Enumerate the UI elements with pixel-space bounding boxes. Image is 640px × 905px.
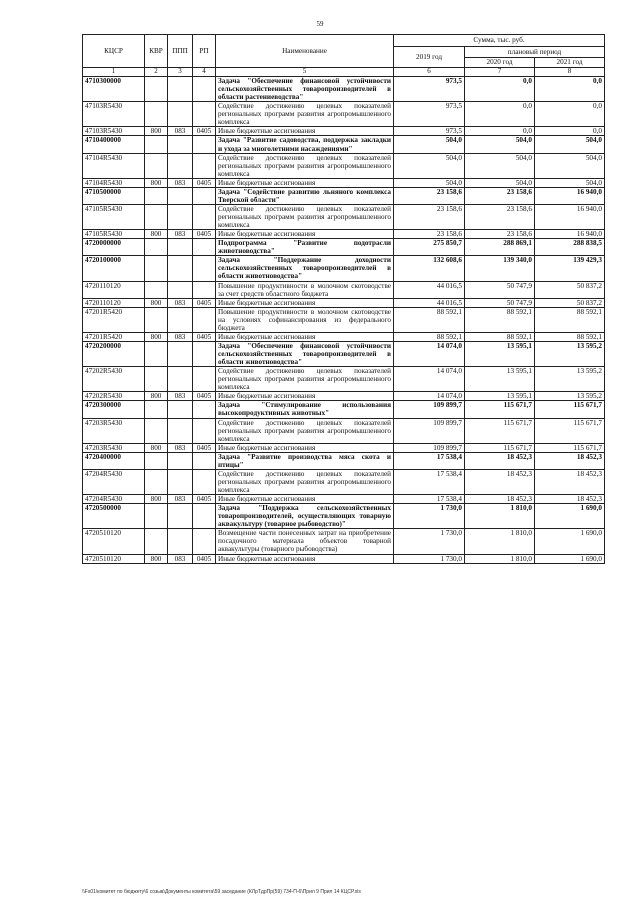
cell-value-2020: 1 810,0 — [465, 529, 535, 554]
cell-rp: 0405 — [193, 443, 216, 452]
cell-value-2021: 88 592,1 — [535, 332, 605, 341]
cell-value-2020: 18 452,3 — [465, 495, 535, 504]
cell-value-2020: 50 747,9 — [465, 281, 535, 298]
column-number: 4 — [193, 68, 216, 77]
cell-value-2020: 13 595,1 — [465, 341, 535, 366]
cell-rp — [193, 529, 216, 554]
cell-rp — [193, 136, 216, 153]
cell-name: Задача "Обеспечение финансовой устойчивости сельскохозяйственных товаропроизводителей в области животноводства" — [216, 341, 394, 366]
cell-rp — [193, 452, 216, 469]
cell-ppp: 083 — [168, 298, 193, 307]
cell-value-2019: 14 074,0 — [394, 367, 465, 392]
table-row — [83, 452, 605, 469]
cell-name: Иные бюджетные ассигнования — [216, 127, 394, 136]
header-name: Наименование — [216, 35, 394, 68]
cell-ppp — [168, 77, 193, 102]
cell-ppp — [168, 307, 193, 332]
cell-kcsr: 47202R5430 — [83, 392, 145, 401]
cell-rp — [193, 281, 216, 298]
table-row — [83, 392, 605, 401]
cell-ppp — [168, 102, 193, 127]
table-row — [83, 504, 605, 529]
cell-kcsr: 4710500000 — [83, 187, 145, 204]
cell-value-2021: 1 690,0 — [535, 554, 605, 563]
cell-value-2019: 1 730,0 — [394, 554, 465, 563]
table-row — [83, 77, 605, 102]
cell-ppp — [168, 341, 193, 366]
cell-ppp: 083 — [168, 230, 193, 239]
cell-kcsr: 4720510120 — [83, 554, 145, 563]
cell-kvr — [145, 469, 168, 494]
table-row — [83, 529, 605, 554]
column-number: 5 — [216, 68, 394, 77]
table-row — [83, 102, 605, 127]
cell-value-2019: 23 158,6 — [394, 204, 465, 229]
cell-kcsr: 47103R5430 — [83, 102, 145, 127]
cell-rp — [193, 307, 216, 332]
cell-kvr — [145, 504, 168, 529]
table-row — [83, 341, 605, 366]
cell-kvr — [145, 153, 168, 178]
table-row — [83, 178, 605, 187]
cell-kcsr: 47203R5430 — [83, 418, 145, 443]
cell-value-2020: 1 810,0 — [465, 554, 535, 563]
cell-value-2020: 0,0 — [465, 102, 535, 127]
cell-kcsr: 47105R5430 — [83, 230, 145, 239]
cell-kvr — [145, 401, 168, 418]
cell-value-2019: 17 538,4 — [394, 452, 465, 469]
cell-value-2021: 504,0 — [535, 153, 605, 178]
cell-kcsr: 4710300000 — [83, 77, 145, 102]
cell-value-2021: 50 837,2 — [535, 298, 605, 307]
table-row — [83, 554, 605, 563]
cell-value-2021: 504,0 — [535, 178, 605, 187]
cell-name: Задача "Поддержка сельскохозяйственных товаропроизводителей, осуществляющих товарную аквакультуру (товарное рыбоводство)" — [216, 504, 394, 529]
cell-rp — [193, 77, 216, 102]
cell-name: Иные бюджетные ассигнования — [216, 332, 394, 341]
cell-rp — [193, 256, 216, 281]
cell-value-2019: 88 592,1 — [394, 332, 465, 341]
cell-value-2021: 139 429,3 — [535, 256, 605, 281]
cell-value-2020: 1 810,0 — [465, 504, 535, 529]
cell-kcsr: 4720300000 — [83, 401, 145, 418]
cell-kcsr: 4720110120 — [83, 281, 145, 298]
table-row — [83, 187, 605, 204]
table-row — [83, 367, 605, 392]
cell-rp: 0405 — [193, 178, 216, 187]
cell-value-2021: 115 671,7 — [535, 418, 605, 443]
cell-value-2020: 139 340,0 — [465, 256, 535, 281]
cell-ppp: 083 — [168, 554, 193, 563]
cell-kvr — [145, 529, 168, 554]
cell-rp: 0405 — [193, 298, 216, 307]
cell-value-2020: 115 671,7 — [465, 401, 535, 418]
cell-value-2019: 14 074,0 — [394, 341, 465, 366]
header-ppp: ППП — [168, 35, 193, 68]
cell-name: Возмещение части понесенных затрат на приобретение посадочного материала объектов товарной аквакультуры (товарного рыбоводства) — [216, 529, 394, 554]
page-number: 59 — [316, 20, 324, 28]
cell-value-2020: 0,0 — [465, 77, 535, 102]
cell-kvr — [145, 136, 168, 153]
header-sum: Сумма, тыс. руб. — [394, 35, 605, 47]
cell-value-2020: 504,0 — [465, 178, 535, 187]
cell-ppp — [168, 529, 193, 554]
cell-kvr: 800 — [145, 392, 168, 401]
cell-kcsr: 47105R5430 — [83, 204, 145, 229]
cell-kcsr: 4720200000 — [83, 341, 145, 366]
cell-ppp: 083 — [168, 495, 193, 504]
cell-kvr — [145, 187, 168, 204]
cell-rp: 0405 — [193, 495, 216, 504]
cell-value-2020: 504,0 — [465, 153, 535, 178]
cell-value-2019: 1 730,0 — [394, 504, 465, 529]
cell-kcsr: 47104R5430 — [83, 178, 145, 187]
table-row — [83, 281, 605, 298]
cell-rp — [193, 418, 216, 443]
cell-value-2021: 0,0 — [535, 127, 605, 136]
cell-kvr — [145, 418, 168, 443]
cell-kvr: 800 — [145, 495, 168, 504]
cell-kcsr: 4720510120 — [83, 529, 145, 554]
cell-ppp — [168, 153, 193, 178]
table-row — [83, 418, 605, 443]
file-path-footer: \\Fs01\комитет по бюджету\6 созыв\Документы комитета\59 заседание (КЛрТдрПр(59) 734-П-6\Прил 9 Прил 14 КЦСР.xls — [82, 889, 361, 895]
table-row — [83, 153, 605, 178]
table-row — [83, 256, 605, 281]
cell-value-2021: 0,0 — [535, 102, 605, 127]
cell-name: Задача "Развитие садоводства, поддержка закладки и ухода за многолетними насаждениями" — [216, 136, 394, 153]
cell-kvr — [145, 204, 168, 229]
cell-kcsr: 4720000000 — [83, 239, 145, 256]
cell-value-2020: 88 592,1 — [465, 332, 535, 341]
cell-kvr — [145, 77, 168, 102]
cell-value-2020: 115 671,7 — [465, 418, 535, 443]
header-2021: 2021 год — [535, 58, 605, 68]
cell-rp — [193, 504, 216, 529]
cell-rp: 0405 — [193, 230, 216, 239]
cell-value-2021: 18 452,3 — [535, 469, 605, 494]
cell-ppp — [168, 204, 193, 229]
cell-kcsr: 4720400000 — [83, 452, 145, 469]
cell-value-2021: 16 940,0 — [535, 204, 605, 229]
column-number: 2 — [145, 68, 168, 77]
cell-ppp: 083 — [168, 443, 193, 452]
cell-name: Задача "Обеспечение финансовой устойчивости сельскохозяйственных товаропроизводителей в области растениеводства" — [216, 77, 394, 102]
cell-ppp — [168, 469, 193, 494]
cell-name: Иные бюджетные ассигнования — [216, 554, 394, 563]
cell-value-2021: 18 452,3 — [535, 495, 605, 504]
cell-rp — [193, 469, 216, 494]
cell-name: Иные бюджетные ассигнования — [216, 298, 394, 307]
cell-rp: 0405 — [193, 554, 216, 563]
cell-value-2021: 13 595,2 — [535, 367, 605, 392]
cell-kvr — [145, 452, 168, 469]
cell-kvr: 800 — [145, 127, 168, 136]
cell-ppp — [168, 239, 193, 256]
cell-value-2019: 504,0 — [394, 136, 465, 153]
budget-table — [82, 34, 605, 564]
cell-rp — [193, 187, 216, 204]
cell-name: Повышение продуктивности в молочном скотоводстве за счет средств областного бюджета — [216, 281, 394, 298]
column-number-row — [83, 68, 605, 77]
cell-ppp — [168, 281, 193, 298]
cell-kvr — [145, 341, 168, 366]
cell-value-2021: 18 452,3 — [535, 452, 605, 469]
cell-kvr: 800 — [145, 230, 168, 239]
cell-value-2020: 13 595,1 — [465, 367, 535, 392]
budget-table-body — [83, 77, 605, 564]
cell-name: Задача "Поддержание доходности сельскохозяйственных товаропроизводителей в области животноводства" — [216, 256, 394, 281]
cell-kvr: 800 — [145, 443, 168, 452]
cell-value-2019: 17 538,4 — [394, 469, 465, 494]
table-row — [83, 332, 605, 341]
header-rp: РП — [193, 35, 216, 68]
cell-name: Задача "Стимулирование использования высокопродуктивных животных" — [216, 401, 394, 418]
cell-rp — [193, 239, 216, 256]
cell-value-2020: 18 452,3 — [465, 469, 535, 494]
column-number: 8 — [535, 68, 605, 77]
cell-name: Содействие достижению целевых показателей региональных программ развития агропромышленного комплекса — [216, 469, 394, 494]
cell-ppp — [168, 504, 193, 529]
cell-value-2019: 109 899,7 — [394, 418, 465, 443]
cell-value-2019: 973,5 — [394, 77, 465, 102]
cell-kcsr: 47203R5430 — [83, 443, 145, 452]
header-planned-period: плановый период — [465, 47, 605, 58]
cell-value-2021: 88 592,1 — [535, 307, 605, 332]
cell-value-2021: 1 690,0 — [535, 504, 605, 529]
cell-value-2020: 288 869,1 — [465, 239, 535, 256]
cell-kcsr: 47103R5430 — [83, 127, 145, 136]
cell-kcsr: 47204R5430 — [83, 495, 145, 504]
table-row — [83, 307, 605, 332]
cell-value-2021: 288 838,5 — [535, 239, 605, 256]
cell-rp: 0405 — [193, 127, 216, 136]
cell-value-2019: 109 899,7 — [394, 443, 465, 452]
cell-kcsr: 47201R5420 — [83, 307, 145, 332]
cell-rp — [193, 102, 216, 127]
table-row — [83, 469, 605, 494]
cell-value-2020: 0,0 — [465, 127, 535, 136]
table-row — [83, 136, 605, 153]
cell-rp — [193, 401, 216, 418]
cell-ppp — [168, 418, 193, 443]
cell-value-2021: 115 671,7 — [535, 401, 605, 418]
table-row — [83, 239, 605, 256]
cell-name: Иные бюджетные ассигнования — [216, 495, 394, 504]
cell-ppp — [168, 256, 193, 281]
cell-value-2021: 13 595,2 — [535, 341, 605, 366]
cell-ppp — [168, 136, 193, 153]
cell-kvr: 800 — [145, 332, 168, 341]
column-number: 1 — [83, 68, 145, 77]
header-2019: 2019 год — [394, 47, 465, 68]
cell-value-2019: 504,0 — [394, 178, 465, 187]
table-row — [83, 495, 605, 504]
cell-value-2019: 23 158,6 — [394, 187, 465, 204]
cell-value-2019: 1 730,0 — [394, 529, 465, 554]
cell-name: Задача "Содействие развитию льняного комплекса Тверской области" — [216, 187, 394, 204]
cell-value-2020: 23 158,6 — [465, 204, 535, 229]
cell-value-2021: 504,0 — [535, 136, 605, 153]
cell-kcsr: 47104R5430 — [83, 153, 145, 178]
cell-kvr — [145, 102, 168, 127]
cell-rp: 0405 — [193, 392, 216, 401]
cell-value-2019: 109 899,7 — [394, 401, 465, 418]
cell-value-2020: 88 592,1 — [465, 307, 535, 332]
column-number: 6 — [394, 68, 465, 77]
cell-name: Иные бюджетные ассигнования — [216, 178, 394, 187]
cell-name: Содействие достижению целевых показателей региональных программ развития агропромышленного комплекса — [216, 102, 394, 127]
cell-value-2021: 0,0 — [535, 77, 605, 102]
cell-value-2021: 50 837,2 — [535, 281, 605, 298]
cell-name: Повышение продуктивности в молочном скотоводстве на условиях софинансирования из федерального бюджета — [216, 307, 394, 332]
header-kvr: КВР — [145, 35, 168, 68]
header-kcsr: КЦСР — [83, 35, 145, 68]
cell-value-2019: 275 850,7 — [394, 239, 465, 256]
cell-kcsr: 4720110120 — [83, 298, 145, 307]
cell-name: Содействие достижению целевых показателей региональных программ развития агропромышленного комплекса — [216, 204, 394, 229]
cell-kcsr: 4710400000 — [83, 136, 145, 153]
cell-value-2019: 973,5 — [394, 127, 465, 136]
cell-ppp: 083 — [168, 127, 193, 136]
cell-name: Иные бюджетные ассигнования — [216, 443, 394, 452]
cell-value-2019: 44 016,5 — [394, 298, 465, 307]
cell-value-2020: 115 671,7 — [465, 443, 535, 452]
header-2020: 2020 год — [465, 58, 535, 68]
cell-kvr: 800 — [145, 178, 168, 187]
cell-kvr — [145, 367, 168, 392]
cell-name: Иные бюджетные ассигнования — [216, 230, 394, 239]
cell-kvr — [145, 256, 168, 281]
cell-ppp — [168, 452, 193, 469]
table-row — [83, 204, 605, 229]
cell-ppp — [168, 187, 193, 204]
cell-rp: 0405 — [193, 332, 216, 341]
cell-rp — [193, 341, 216, 366]
cell-rp — [193, 367, 216, 392]
cell-value-2019: 88 592,1 — [394, 307, 465, 332]
cell-value-2021: 16 940,0 — [535, 187, 605, 204]
cell-name: Содействие достижению целевых показателей региональных программ развития агропромышленного комплекса — [216, 153, 394, 178]
table-row — [83, 127, 605, 136]
cell-rp — [193, 204, 216, 229]
cell-value-2021: 115 671,7 — [535, 443, 605, 452]
cell-value-2020: 504,0 — [465, 136, 535, 153]
cell-value-2019: 23 158,6 — [394, 230, 465, 239]
cell-value-2021: 13 595,2 — [535, 392, 605, 401]
table-row — [83, 401, 605, 418]
cell-name: Содействие достижению целевых показателей региональных программ развития агропромышленного комплекса — [216, 367, 394, 392]
cell-value-2020: 18 452,3 — [465, 452, 535, 469]
cell-ppp: 083 — [168, 392, 193, 401]
cell-value-2019: 973,5 — [394, 102, 465, 127]
cell-kvr — [145, 307, 168, 332]
cell-value-2020: 23 158,6 — [465, 187, 535, 204]
cell-value-2020: 23 158,6 — [465, 230, 535, 239]
column-number: 3 — [168, 68, 193, 77]
cell-kvr: 800 — [145, 554, 168, 563]
cell-kvr: 800 — [145, 298, 168, 307]
cell-kcsr: 47204R5430 — [83, 469, 145, 494]
cell-ppp: 083 — [168, 178, 193, 187]
table-row — [83, 443, 605, 452]
cell-kcsr: 47201R5420 — [83, 332, 145, 341]
cell-rp — [193, 153, 216, 178]
cell-ppp — [168, 367, 193, 392]
cell-value-2019: 132 608,6 — [394, 256, 465, 281]
cell-value-2019: 504,0 — [394, 153, 465, 178]
cell-kvr — [145, 281, 168, 298]
cell-ppp: 083 — [168, 332, 193, 341]
cell-kcsr: 4720100000 — [83, 256, 145, 281]
cell-value-2019: 44 016,5 — [394, 281, 465, 298]
cell-value-2019: 17 538,4 — [394, 495, 465, 504]
cell-kcsr: 47202R5430 — [83, 367, 145, 392]
cell-name: Содействие достижению целевых показателей региональных программ развития агропромышленного комплекса — [216, 418, 394, 443]
cell-value-2021: 1 690,0 — [535, 529, 605, 554]
cell-value-2020: 50 747,9 — [465, 298, 535, 307]
cell-kcsr: 4720500000 — [83, 504, 145, 529]
cell-value-2020: 13 595,1 — [465, 392, 535, 401]
cell-name: Задача "Развитие производства мяса скота и птицы" — [216, 452, 394, 469]
table-row — [83, 298, 605, 307]
cell-value-2019: 14 074,0 — [394, 392, 465, 401]
column-number: 7 — [465, 68, 535, 77]
cell-name: Иные бюджетные ассигнования — [216, 392, 394, 401]
cell-ppp — [168, 401, 193, 418]
cell-kvr — [145, 239, 168, 256]
table-row — [83, 230, 605, 239]
cell-value-2021: 16 940,0 — [535, 230, 605, 239]
cell-name: Подпрограмма "Развитие подотрасли животноводства" — [216, 239, 394, 256]
